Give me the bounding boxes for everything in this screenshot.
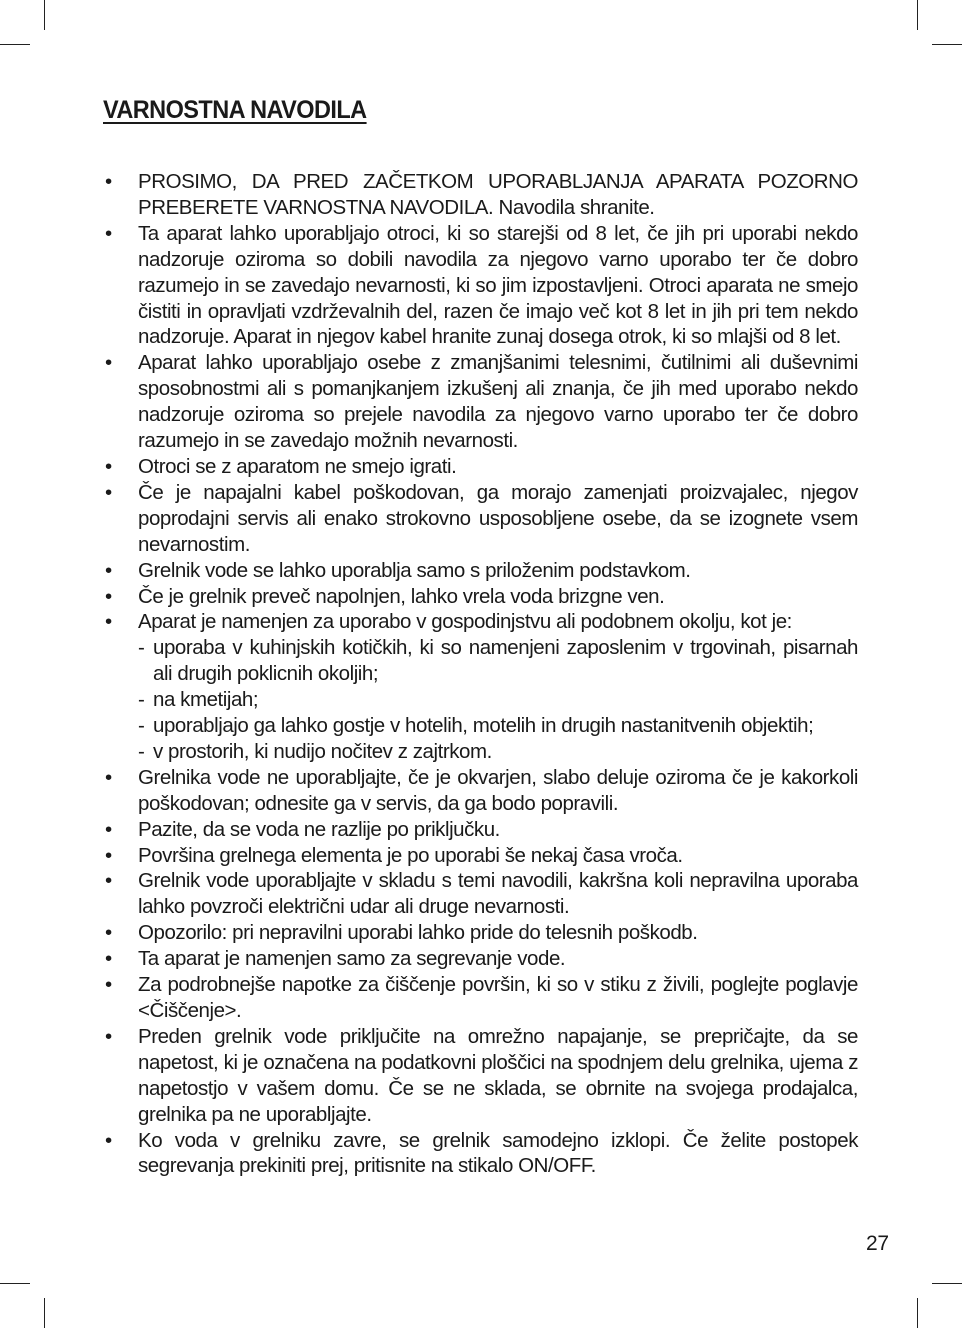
sub-list-item-text: uporabljajo ga lahko gostje v hotelih, motelih in drugih nastanitvenih objektih; [153, 714, 814, 738]
bullet-marker: • [105, 610, 112, 634]
bullet-list [105, 169, 858, 1179]
list-item-text: Če je napajalni kabel poškodovan, ga morajo zamenjati proizvajalec, njegov poprodajni servis ali enako strokovno usposobljene osebe, da se izognete vsem nevarnostim. [138, 480, 858, 556]
list-item [105, 920, 858, 946]
list-item-text: Aparat je namenjen za uporabo v gospodinjstvu ali podobnem okolju, kot je: [138, 610, 792, 634]
list-item-text: Grelnik vode uporabljajte v skladu s temi navodili, kakršna koli nepravilna uporaba lahko povzroči električni udar ali druge nevarnosti. [138, 869, 858, 919]
crop-mark-top-left-vertical [44, 0, 45, 30]
sub-list [138, 635, 858, 765]
bullet-marker: • [105, 480, 112, 504]
list-item [105, 843, 858, 869]
crop-mark-bottom-right-vertical [917, 1298, 918, 1328]
crop-mark-bottom-left-horizontal [0, 1283, 30, 1284]
list-item-text: Grelnik vode se lahko uporablja samo s priloženim podstavkom. [138, 558, 691, 582]
bullet-marker: • [105, 170, 112, 193]
dash-marker: - [138, 688, 145, 712]
bullet-marker: • [105, 1024, 112, 1048]
crop-mark-top-right-horizontal [932, 44, 962, 45]
page-title: VARNOSTNA NAVODILA [103, 96, 367, 124]
list-item [105, 1128, 858, 1180]
list-item [105, 946, 858, 972]
bullet-marker: • [105, 221, 112, 245]
sub-list-item [138, 635, 858, 687]
list-item-text: Površina grelnega elementa je po uporabi še nekaj časa vroča. [138, 843, 683, 867]
bullet-marker: • [105, 869, 112, 893]
safety-instructions [105, 169, 858, 1179]
list-item-text: Ko voda v grelniku zavre, se grelnik samodejno izklopi. Če želite postopek segrevanja prekiniti prej, pritisnite na stikalo ON/OFF. [138, 1128, 858, 1178]
list-item [105, 221, 858, 351]
sub-list-item [138, 687, 858, 713]
sub-list-item [138, 713, 858, 739]
sub-list-item-text: na kmetijah; [153, 688, 259, 712]
bullet-marker: • [105, 947, 112, 971]
list-item-text: Ta aparat je namenjen samo za segrevanje vode. [138, 947, 566, 971]
list-item [105, 454, 858, 480]
bullet-marker: • [105, 973, 112, 997]
list-item-text: Preden grelnik vode priključite na omrežno napajanje, se prepričajte, da se napetost, ki je označena na podatkovni ploščici na spodnjem delu grelnika, ujema z napetostjo v vašem domu. Če se ne sklada, se obrnite na svojega prodajalca, grelnika pa ne uporabljajte. [138, 1024, 858, 1126]
list-item [105, 480, 858, 558]
list-item-text: Grelnika vode ne uporabljajte, če je okvarjen, slabo deluje oziroma če je kakorkoli poškodovan; odnesite ga v servis, da ga bodo popravili. [138, 765, 858, 815]
list-item [105, 169, 858, 221]
list-item-text: Aparat lahko uporabljajo osebe z zmanjšanimi telesnimi, čutilnimi ali duševnimi sposobnostmi ali s pomanjkanjem izkušenj ali znanja, če jih med uporabo nekdo nadzoruje oziroma so prejele navodila za njegovo varno uporabo ter če dobro razumejo in se zavedajo možnih nevarnosti. [138, 351, 858, 453]
bullet-marker: • [105, 558, 112, 582]
list-item [105, 1024, 858, 1128]
list-item-text: Opozorilo: pri nepravilni uporabi lahko pride do telesnih poškodb. [138, 921, 698, 945]
list-item [105, 972, 858, 1024]
bullet-marker: • [105, 817, 112, 841]
list-item [105, 609, 858, 764]
list-item-text: Otroci se z aparatom ne smejo igrati. [138, 454, 457, 478]
list-item [105, 817, 858, 843]
list-item-text: Za podrobnejše napotke za čiščenje površin, ki so v stiku z živili, poglejte poglavje <Čiščenje>. [138, 973, 858, 1022]
bullet-marker: • [105, 584, 112, 608]
sub-list-item [138, 739, 858, 765]
page-number: 27 [866, 1232, 889, 1255]
bullet-marker: • [105, 765, 112, 789]
crop-mark-bottom-right-horizontal [932, 1283, 962, 1284]
list-item [105, 584, 858, 610]
list-item-text: Če je grelnik preveč napolnjen, lahko vrela voda brizgne ven. [138, 584, 665, 608]
list-item [105, 350, 858, 454]
crop-mark-top-right-vertical [917, 0, 918, 30]
crop-mark-bottom-left-vertical [44, 1298, 45, 1328]
sub-list-item-text: uporaba v kuhinjskih kotičkih, ki so namenjeni zaposlenim v trgovinah, pisarnah ali drugih poklicnih okoljih; [153, 636, 858, 686]
list-item [105, 558, 858, 584]
bullet-marker: • [105, 351, 112, 375]
bullet-marker: • [105, 921, 112, 945]
crop-mark-top-left-horizontal [0, 44, 30, 45]
sub-list-item-text: v prostorih, ki nudijo nočitev z zajtrkom. [153, 739, 492, 763]
list-item-text: Pazite, da se voda ne razlije po priključku. [138, 817, 500, 841]
list-item-text: PROSIMO, DA PRED ZAČETKOM UPORABLJANJA APARATA POZORNO PREBERETE VARNOSTNA NAVODILA. Navodila shranite. [138, 170, 858, 219]
bullet-marker: • [105, 454, 112, 478]
dash-marker: - [138, 636, 145, 660]
bullet-marker: • [105, 843, 112, 867]
list-item-text: Ta aparat lahko uporabljajo otroci, ki so starejši od 8 let, če jih pri uporabi nekdo nadzoruje oziroma so dobili navodila za njegovo varno uporabo ter če dobro razumejo in se zavedajo nevarnosti, ki so jim izpostavljeni. Otroci aparata ne smejo čistiti in opravljati vzdrževalnih del, razen če imajo več kot 8 let in jih pri tem nekdo nadzoruje. Aparat in njegov kabel hranite zunaj dosega otrok, ki so mlajši od 8 let. [138, 221, 858, 349]
dash-marker: - [138, 739, 145, 763]
list-item [105, 765, 858, 817]
list-item [105, 868, 858, 920]
dash-marker: - [138, 714, 145, 738]
bullet-marker: • [105, 1128, 112, 1152]
